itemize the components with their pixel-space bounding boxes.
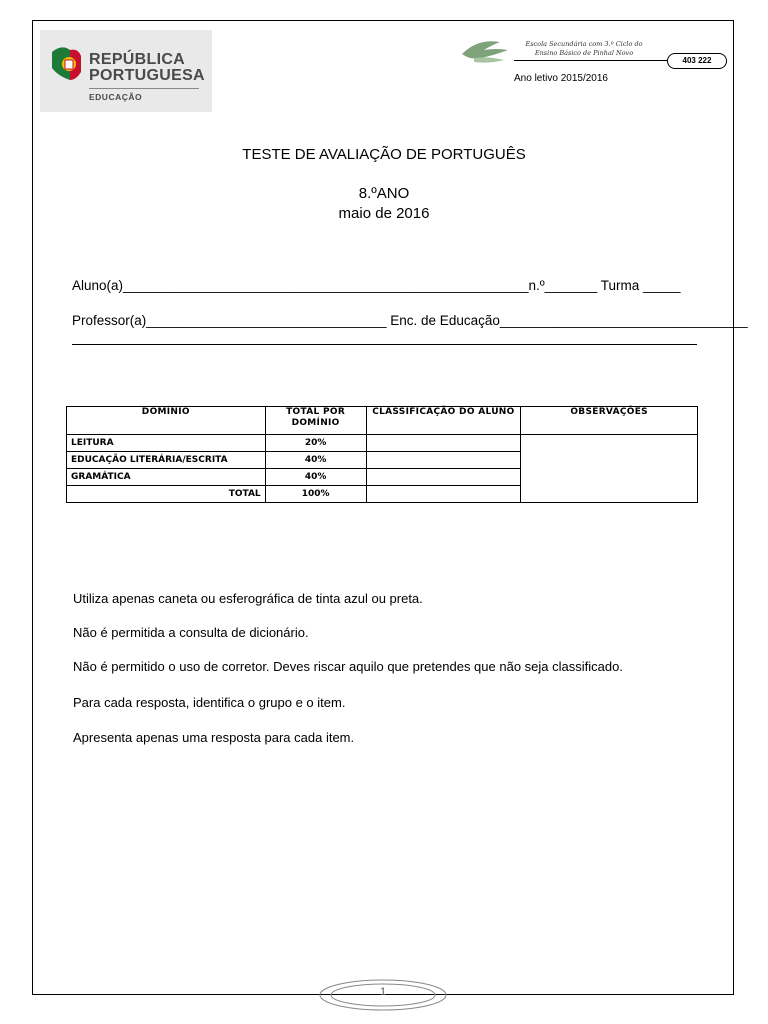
observations-cell[interactable] [521,435,698,503]
row-domain-total: TOTAL [67,486,266,503]
header-total: TOTAL POR DOMÍNIO [265,407,366,435]
school-year: Ano letivo 2015/2016 [514,73,608,84]
grade-level: 8.ºANO [358,185,410,202]
page-number-badge [318,978,448,1012]
row-classification[interactable] [366,469,521,486]
row-total: 40% [265,469,366,486]
row-total-value: 100% [265,486,366,503]
header-classification: CLASSIFICAÇÃO DO ALUNO [366,407,521,435]
instruction-item: Não é permitida a consulta de dicionário. [73,625,309,640]
teacher-field[interactable]: Professor(a)________________________________ Enc. de Educação_________________________________ [72,313,748,328]
row-total: 40% [265,452,366,469]
table-header-row [67,407,698,435]
row-domain: LEITURA [67,435,266,452]
school-divider [514,60,668,61]
instruction-item: Não é permitido o uso de corretor. Deves riscar aquilo que pretendes que não seja classificado. [73,659,623,674]
table-row [67,435,698,452]
instruction-item: Para cada resposta, identifica o grupo e o item. [73,695,346,710]
header-observations: OBSERVAÇÕES [521,407,698,435]
domain-table [66,406,698,503]
student-field[interactable]: Aluno(a)______________________________________________________n.º_______ Turma _____ [72,278,681,293]
instruction-item: Apresenta apenas uma resposta para cada item. [73,730,355,745]
page-border [32,20,734,995]
portuguese-emblem-icon [48,42,84,86]
logo-line2: PORTUGUESA [89,67,205,84]
test-title: TESTE DE AVALIAÇÃO DE PORTUGUÊS [242,146,526,163]
logo-subtitle: EDUCAÇÃO [89,92,143,102]
page-number: 1 [379,986,387,998]
row-classification-total[interactable] [366,486,521,503]
logo-line1: REPÚBLICA [89,51,186,68]
test-date: maio de 2016 [338,205,430,222]
row-total: 20% [265,435,366,452]
row-domain: EDUCAÇÃO LITERÁRIA/ESCRITA [67,452,266,469]
republica-portuguesa-logo [40,30,212,112]
school-name: Escola Secundária com 3.º Ciclo do Ensino Básico de Pinhal Novo [525,40,643,57]
header-domain: DOMÍNIO [67,407,266,435]
instruction-item: Utiliza apenas caneta ou esferográfica de tinta azul ou preta. [73,591,423,606]
school-code: 403 222 [667,53,727,69]
separator-line [72,344,697,345]
row-domain: GRAMÁTICA [67,469,266,486]
row-classification[interactable] [366,452,521,469]
row-classification[interactable] [366,435,521,452]
school-bird-logo-icon [460,36,516,66]
logo-divider [89,88,199,89]
